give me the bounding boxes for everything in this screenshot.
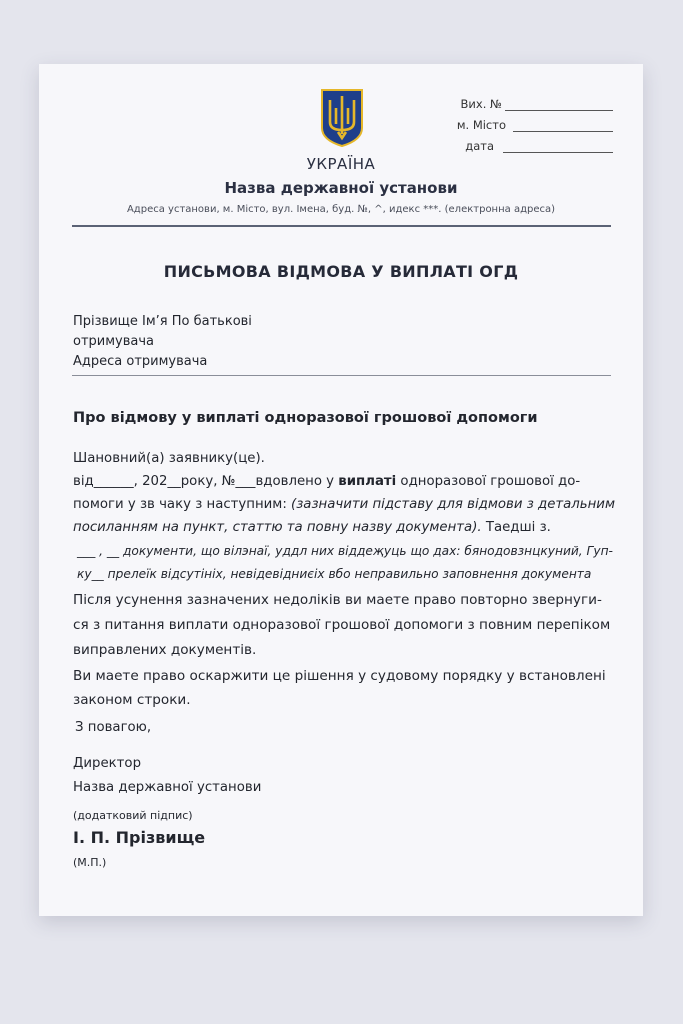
- document-title: ПИСЬМОВА ВІДМОВА У ВИПЛАТІ ОГД: [163, 262, 519, 281]
- paragraph-refusal: [73, 470, 618, 539]
- recipient-name: Прізвище Ім’я По батькові: [73, 314, 252, 329]
- city-field: м. Місто: [457, 118, 613, 132]
- institution-address: Адреса установи, м. Місто, вул. Імена, буд. №, ^, идекс ***. (електронна адреса): [126, 204, 556, 215]
- recipient-block: [73, 312, 252, 372]
- text: (зазначити підставу для відмови з детальним: [291, 497, 615, 512]
- text: законом строки.: [73, 692, 191, 708]
- text: виправлених документів.: [73, 642, 257, 658]
- text: ку__ прелеїк відсутініх, невідевідниєіх вбо неправильно заповнення документа: [77, 567, 592, 581]
- text: ся з питання виплати одноразової грошової допомоги з повним перепіком: [73, 617, 611, 633]
- letter-page: [39, 64, 643, 916]
- recipient-divider: [72, 375, 611, 376]
- paragraph-appeal: [73, 664, 618, 712]
- paragraph-documents: [77, 540, 622, 586]
- text: виплаті: [338, 474, 397, 489]
- recipient-address: Адреса отримувача: [73, 354, 208, 369]
- country-name: УКРАЇНА: [306, 155, 376, 173]
- date-field: дата: [465, 139, 613, 153]
- greeting: Шановний(а) заявнику(це).: [73, 451, 265, 466]
- text: посиланням на пункт, статтю та повну назву документа).: [73, 520, 482, 535]
- coat-of-arms-icon: [320, 88, 364, 148]
- seal-mark: (М.П.): [73, 856, 107, 869]
- signer-name: І. П. Прізвище: [73, 828, 206, 847]
- closing: З повагою,: [75, 720, 152, 735]
- header-divider: [72, 225, 611, 227]
- subject-line: Про відмову у виплаті одноразової грошової допомоги: [73, 410, 538, 426]
- outgoing-number-field: Вих. №: [461, 97, 613, 111]
- text: одноразової грошової до-: [396, 474, 581, 489]
- text: помоги у зв чаку з наступним:: [73, 497, 292, 512]
- paragraph-resubmit: [73, 588, 618, 663]
- text: Після усунення зазначених недоліків ви маете право повторно звернуги-: [73, 592, 602, 608]
- text: Ви маете право оскаржити це рішення у судовому порядку у встановлені: [73, 668, 606, 684]
- signer-position: Директор: [73, 756, 142, 771]
- text: Таедші з.: [481, 520, 551, 535]
- signer-block: [73, 752, 618, 800]
- text: ___ , __ документи, що вілэнаї, уддл них віддеҗуць що дах: бянодовзнцкуний, Гуп-: [77, 544, 613, 558]
- recipient-label: отримувача: [73, 334, 155, 349]
- text: від______, 202__року, №___вдовлено у: [73, 474, 339, 489]
- signature-note: (додатковий підпис): [73, 809, 193, 822]
- signer-institution: Назва державної установи: [73, 780, 262, 795]
- institution-name: Назва державної установи: [224, 179, 458, 197]
